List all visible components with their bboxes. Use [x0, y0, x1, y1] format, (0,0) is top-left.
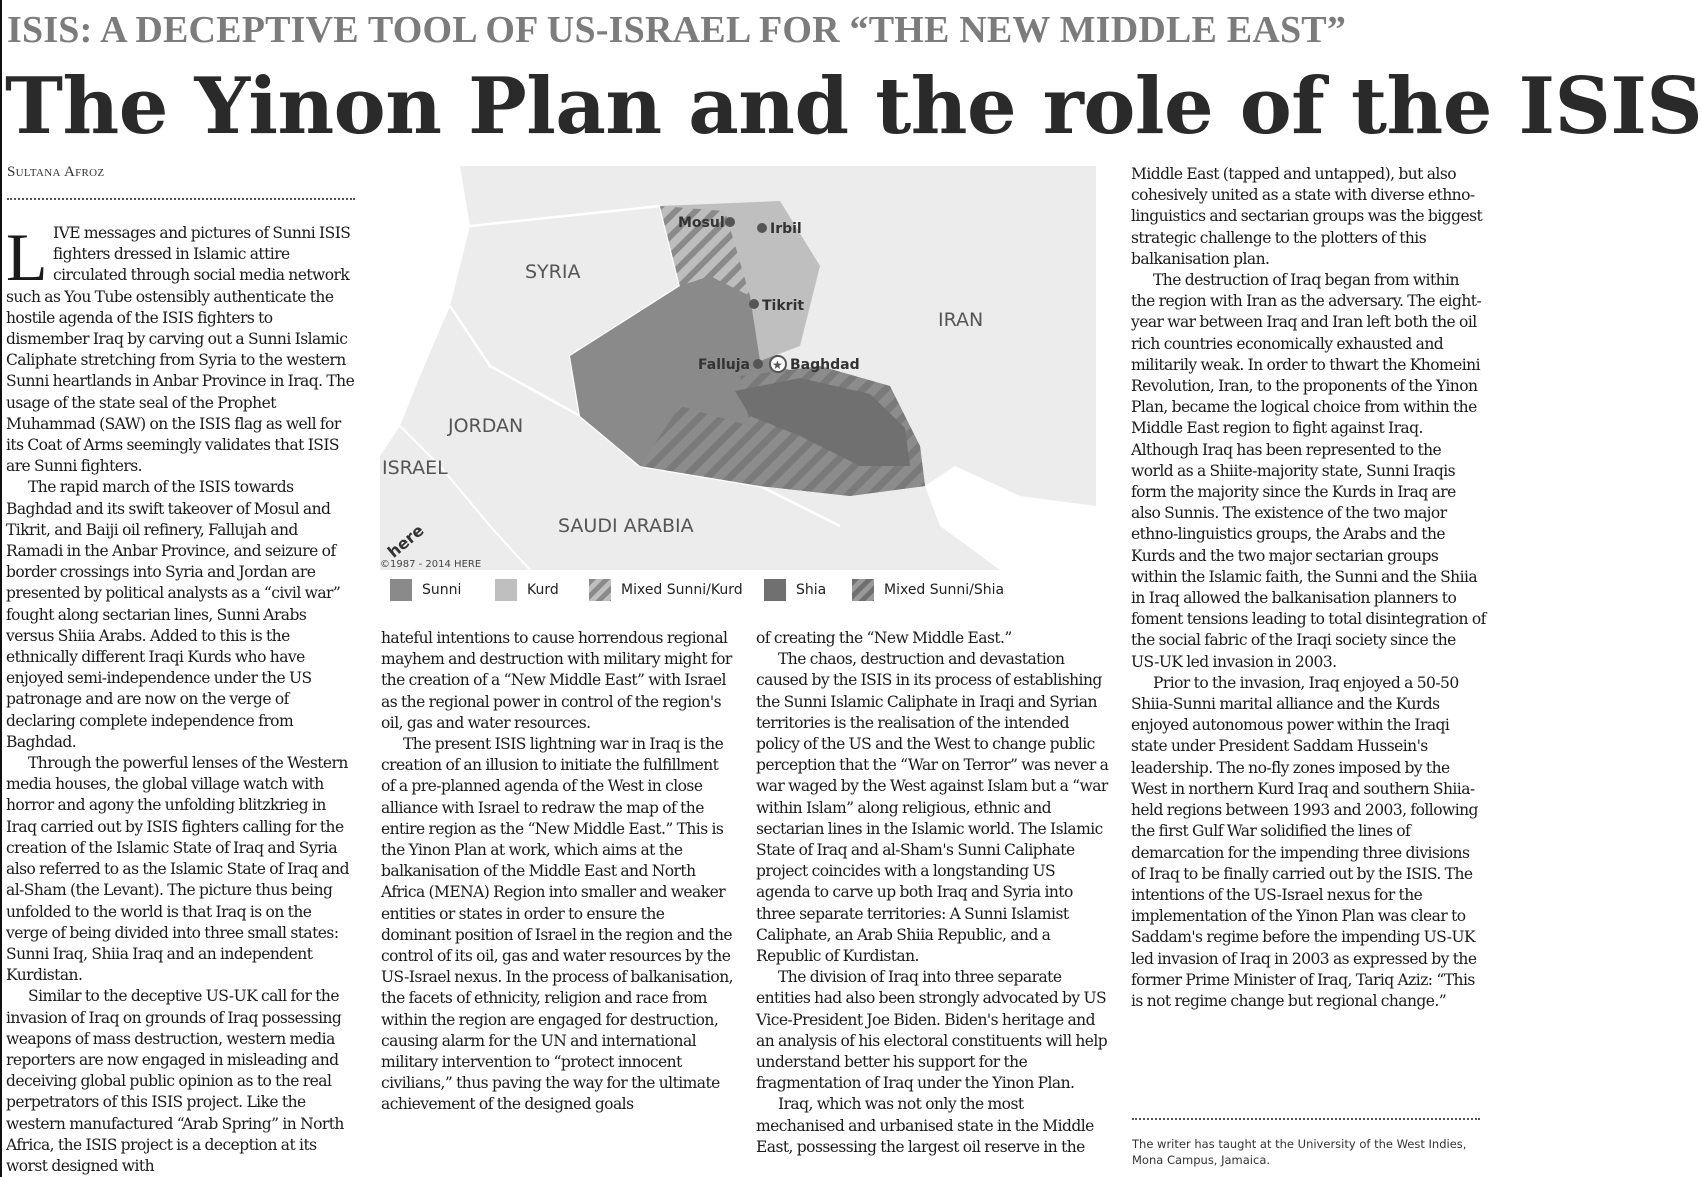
legend-swatch [589, 579, 611, 601]
byline-divider [7, 198, 355, 200]
label-baghdad: Baghdad [790, 357, 860, 373]
label-tikrit: Tikrit [762, 298, 805, 314]
left-page-rule [0, 0, 2, 1177]
legend-item-kurd [495, 579, 559, 601]
map-figure [380, 166, 1096, 570]
legend-swatch [852, 579, 874, 601]
headline: The Yinon Plan and the role of the ISIS [5, 61, 1702, 152]
paragraph: of creating the “New Middle East.” [756, 629, 1012, 647]
paragraph: Similar to the deceptive US-UK call for the invasion of Iraq on grounds of Iraq possessing weapons of mass destruction, western media reporters are now engaged in misleading and deceiving global public opinion as to the real perpetrators of this ISIS project. Like the western manufactured “Arab Spring” in North Africa, the ISIS project is a deception at its worst designed with [6, 987, 344, 1175]
city-dot-tikrit [749, 299, 759, 309]
article-column-3 [756, 628, 1112, 1173]
legend-swatch [390, 579, 412, 601]
legend-label: Shia [796, 582, 827, 598]
city-dot-mosul [725, 217, 735, 227]
label-syria: SYRIA [525, 261, 581, 283]
byline: Sultana Afroz [7, 164, 105, 180]
here-logo: here [383, 520, 428, 562]
paragraph: Middle East (tapped and untapped), but also cohesively united as a state with diverse ethno-linguistics and sectarian groups was the biggest strategic challenge to the plotters of this balkanisation plan. [1131, 165, 1483, 268]
label-mosul: Mosul [678, 215, 725, 231]
drop-cap: L [6, 219, 47, 295]
capital-star-icon: ★ [772, 358, 783, 372]
map-copyright: ©1987 - 2014 HERE [380, 559, 482, 570]
paragraph: Iraq, which was not only the most mechanised and urbanised state in the Middle East, possessing the largest oil reserve in the [756, 1095, 1094, 1156]
paragraph: Through the powerful lenses of the Western media houses, the global village watch with horror and agony the unfolding blitzkrieg in Iraq carried out by ISIS fighters calling for the creation of the Islamic State of Iraq and Syria also referred to as the Islamic State of Iraq and al-Sham (the Levant). The picture thus being unfolded to the world is that Iraq is on the verge of being divided into three small states: Sunni Iraq, Shiia Iraq and an independent Kurdistan. [6, 754, 349, 985]
legend-label: Mixed Sunni/Shia [884, 582, 1005, 598]
label-iran: IRAN [938, 309, 984, 331]
label-falluja: Falluja [698, 357, 751, 373]
article-column-1 [6, 219, 356, 1175]
paragraph: Prior to the invasion, Iraq enjoyed a 50-50 Shiia-Sunni marital alliance and the Kurds enjoyed autonomous power within the Iraqi state under President Saddam Hussein's leadership. The no-fly zones imposed by the West in northern Kurd Iraq and southern Shiia-held regions between 1993 and 2003, following the first Gulf War solidified the lines of demarcation for the impending three divisions of Iraq to be finally carried out by the ISIS. The intentions of the US-Israel nexus for the implementation of the Yinon Plan was clear to Saddam's regime before the impending US-UK led invasion of Iraq in 2003 as expressed by the former Prime Minister of Iraq, Tariq Aziz: “This is not regime change but regional change.” [1131, 673, 1478, 1010]
paragraph: The present ISIS lightning war in Iraq is the creation of an illusion to initiate the fulfillment of a pre-planned agenda of the West in close alliance with Israel to redraw the map of the entire region as the “New Middle East.” This is the Yinon Plan at work, which aims at the balkanisation of the Middle East and North Africa (MENA) Region into smaller and weaker entities or states in order to ensure the dominant position of Israel in the region and the control of its oil, gas and water resources by the US-Israel nexus. In the process of balkanisation, the facets of ethnicity, religion and race from within the region are engaged for destruction, causing alarm for the UN and international military intervention to “protect innocent civilians,” thus paving the way for the ultimate achievement of the designed goals [381, 735, 734, 1114]
label-saudi-arabia: SAUDI ARABIA [558, 515, 694, 537]
legend-item-mixed-sunni-kurd [589, 579, 743, 601]
paragraph [6, 219, 356, 477]
city-dot-irbil [757, 223, 767, 233]
legend-swatch [764, 579, 786, 601]
article-column-4 [1131, 164, 1486, 1106]
map-legend [390, 577, 1110, 603]
paragraph: The rapid march of the ISIS towards Baghdad and its swift takeover of Mosul and Tikrit, and Baiji oil refinery, Fallujah and Ramadi in the Anbar Province, and seizure of border crossings into Syria and Jordan are presented by political analysts as a “civil war” fought along sectarian lines, Sunni Arabs versus Shiia Arabs. Added to this is the ethnically different Iraqi Kurds who have enjoyed semi-independence under the US patronage and are now on the verge of declaring complete independence from Baghdad. [6, 478, 341, 751]
article-column-2 [381, 628, 736, 1173]
label-jordan: JORDAN [448, 415, 524, 437]
paragraph: hateful intentions to cause horrendous regional mayhem and destruction with military might for the creation of a “New Middle East” with Israel as the regional power in control of the region's oil, gas and water resources. [381, 629, 732, 732]
legend-label: Kurd [527, 582, 559, 598]
legend-label: Sunni [422, 582, 462, 598]
paragraph: The division of Iraq into three separate entities had also been strongly advocated by US Vice-President Joe Biden. Biden's heritage and an analysis of his electoral constituents will help understand better his support for the fragmentation of Iraq under the Yinon Plan. [756, 968, 1108, 1093]
legend-swatch [495, 579, 517, 601]
paragraph-text: IVE messages and pictures of Sunni ISIS fighters dressed in Islamic attire circulated through social media network such as You Tube ostensibly authenticate the hostile agenda of the ISIS fighters to dismember Iraq by carving out a Sunni Islamic Caliphate stretching from Syria to the western Sunni heartlands in Anbar Province in Iraq. The usage of the state seal of the Prophet Muhammad (SAW) on the ISIS flag as well for its Coat of Arms seemingly validates that ISIS are Sunni fighters. [6, 224, 355, 476]
paragraph: The destruction of Iraq began from within the region with Iran as the adversary. The eight-year war between Iraq and Iran left both the oil rich countries economically exhausted and militarily weak. In order to thwart the Khomeini Revolution, Iran, to the proponents of the Yinon Plan, became the logical choice from within the Middle East region to fight against Iraq. Although Iraq has been represented to the world as a Shiite-majority state, Sunni Iraqis form the majority since the Kurds in Iraq are also Sunnis. The existence of the two major ethno-linguistics groups, the Arabs and the Kurds and the two major sectarian groups within the Islamic faith, the Sunni and the Shiia in Iraq allowed the balkanisation planners to foment tensions leading to total disintegration of the social fabric of the Iraqi society since the US-UK led invasion in 2003. [1131, 271, 1486, 671]
legend-item-shia [764, 579, 826, 601]
label-irbil: Irbil [770, 221, 802, 237]
label-israel: ISRAEL [382, 457, 448, 479]
footer-divider [1132, 1118, 1480, 1120]
author-note: The writer has taught at the University of the West Indies, Mona Campus, Jamaica. [1132, 1137, 1467, 1167]
legend-item-mixed-sunni-shia [852, 579, 1004, 601]
city-dot-falluja [753, 359, 763, 369]
legend-label: Mixed Sunni/Kurd [621, 582, 743, 598]
legend-item-sunni [390, 579, 461, 601]
paragraph: The chaos, destruction and devastation caused by the ISIS in its process of establishing the Sunni Islamic Caliphate in Iraqi and Syrian territories is the realisation of the intended policy of the US and the West to change public perception that the “War on Terror” was never a war waged by the West against Islam but a “war within Islam” along religious, ethnic and sectarian lines in the Islamic world. The Islamic State of Iraq and al-Sham's Sunni Caliphate project coincides with a longstanding US agenda to carve up both Iraq and Syria into three separate territories: A Sunni Islamist Caliphate, an Arab Shiia Republic, and a Republic of Kurdistan. [756, 650, 1109, 966]
kicker-heading: ISIS: A DECEPTIVE TOOL OF US-ISRAEL FOR “THE NEW MIDDLE EAST” [7, 9, 1347, 51]
